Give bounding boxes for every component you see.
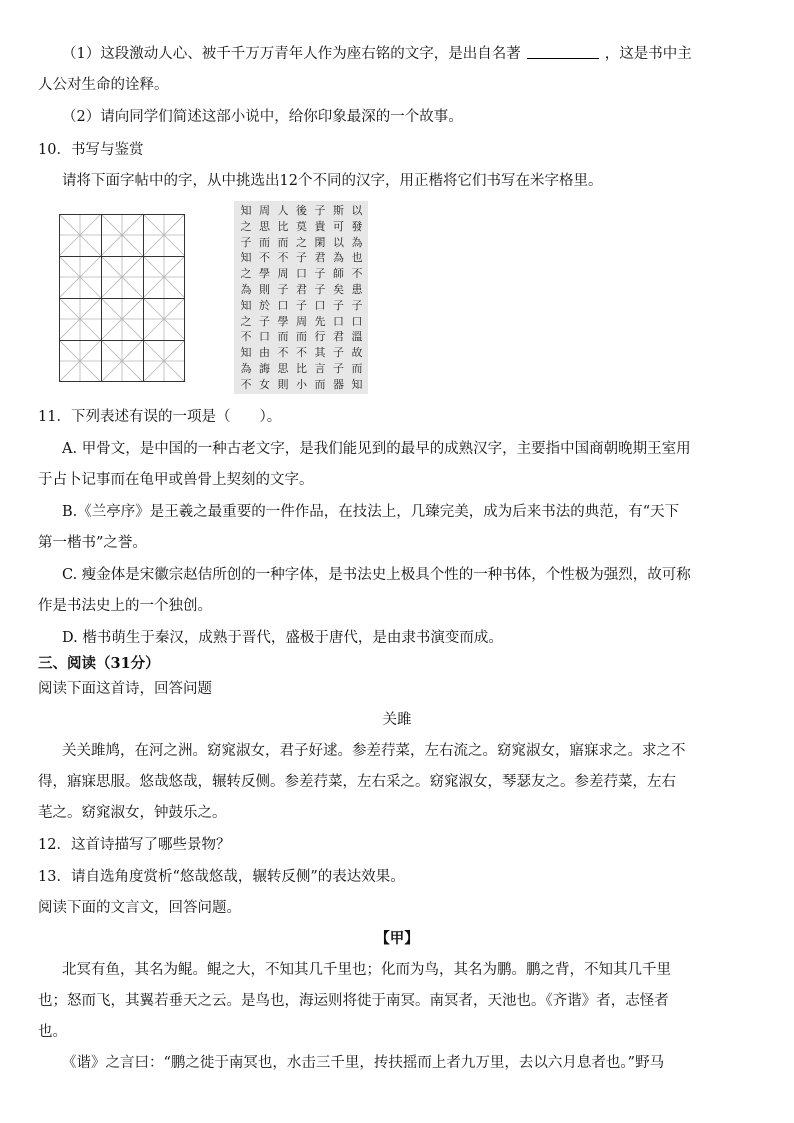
copybook-character: 師 [333,267,344,281]
copybook-character: 其 [314,346,326,360]
q9-sub2: （2）请向同学们简述这部小说中，给你印象最深的一个故事。 [62,109,463,125]
copybook-character: 口 [333,314,344,328]
copybook-character: 君 [333,330,344,344]
copybook-character: 之 [240,314,252,328]
q13: 13．请自选角度赏析“悠哉悠哉，辗转反侧”的表达效果。 [38,869,405,885]
passage-line-1: 北冥有鱼，其名为鲲。鲲之大，不知其几千里也；化而为鸟，其名为鹏。鹏之背，不知其几千里 [62,962,671,978]
copybook-character: 子 [259,314,270,328]
classical-intro: 阅读下面的文言文，回答问题。 [38,900,241,916]
copybook-character: 口 [351,314,363,328]
passage-line-3: 也。 [38,1024,67,1040]
copybook-character: 學 [277,314,289,328]
poem-line-1: 关关雎鸠，在河之洲。窈窕淑女，君子好逑。参差荇菜，左右流之。窈窕淑女，寤寐求之。求之不 [62,743,686,759]
copybook-character: 患 [351,283,363,296]
copybook-character: 思 [277,362,289,375]
copybook-character: 而 [314,377,326,391]
copybook-character: 口 [314,298,326,312]
copybook-character: 之 [240,219,252,233]
copybook-character: 故 [351,346,363,360]
copybook-character: 知 [240,346,252,360]
copybook-character: 行 [314,330,326,344]
copybook-character: 口 [259,330,270,344]
q12: 12．这首诗描写了哪些景物？ [38,837,231,853]
copybook-character: 貴 [314,219,326,233]
passage-line-2: 也；怒而飞，其翼若垂天之云。是鸟也，海运则将徙于南冥。南冥者，天池也。《齐谐》者，志怪者 [38,993,669,1009]
copybook-character: 而 [296,330,307,344]
passage-jia-label: 【甲】 [375,930,419,947]
poem-line-2: 得，寤寐思服。悠哉悠哉，辗转反侧。参差荇菜，左右采之。窈窕淑女，琴瑟友之。参差荇菜，左右 [38,774,676,790]
q11-option-a-line1: A. 甲骨文，是中国的一种古老文字，是我们能见到的最早的成熟汉字，主要指中国商朝晚期王室用 [62,441,691,457]
copybook-character: 知 [240,298,252,312]
q11-option-a-line2: 于占卜记事而在龟甲或兽骨上契刻的文字。 [38,472,314,488]
copybook-character: 子 [314,283,326,296]
copybook-character: 可 [333,219,344,233]
copybook-character: 小 [296,377,307,391]
q9-sub1-line1 [62,44,756,64]
copybook-character: 誨 [259,362,270,375]
copybook-character: 而 [351,362,363,375]
passage-line-4: 《谐》之言曰：“鹏之徙于南冥也，水击三千里，抟扶摇而上者九万里，去以六月息者也。”野马 [62,1055,665,1071]
copybook-character: 以 [333,235,344,249]
section3-heading: 三、阅读（31分） [38,655,160,672]
copybook-character: 閑 [314,235,326,249]
q11-option-c-line2: 作是书法史上的一个独创。 [38,598,212,614]
q11-option-b-line1: B.《兰亭序》是王羲之最重要的一件作品，在技法上，几臻完美，成为后来书法的典范，有“天下 [62,504,680,520]
copybook-character: 君 [296,283,307,296]
section3-intro: 阅读下面这首诗，回答问题 [38,681,212,697]
copybook-character: 學 [259,267,270,281]
copybook-character: 不 [296,346,307,360]
copybook-character: 不 [277,251,289,265]
copybook-character: 周 [277,267,289,281]
q9-sub1-text-b: ，这是书中主 [604,46,692,62]
copybook-character: 子 [240,235,252,249]
copybook-character: 人 [277,204,289,217]
copybook-character: 子 [333,346,344,360]
copybook-character: 也 [351,251,363,265]
copybook-character: 為 [240,283,252,296]
copybook-character: 為 [333,251,344,265]
copybook-character: 而 [259,235,270,249]
copybook-character: 之 [240,267,252,281]
copybook-character: 知 [240,204,252,217]
copybook-character: 為 [240,362,252,375]
copybook-image [234,201,368,394]
q11-option-c-line1: C. 瘦金体是宋徽宗赵佶所创的一种字体，是书法史上极具个性的一种书体，个性极为强烈，故可称 [62,567,691,583]
copybook-character: 比 [277,219,289,233]
copybook-character: 器 [333,377,344,391]
copybook-character: 發 [351,219,363,233]
q11-option-d: D. 楷书萌生于秦汉，成熟于晋代，盛极于唐代，是由隶书演变而成。 [62,630,503,646]
copybook-character: 莫 [296,219,307,233]
copybook-character: 溫 [351,330,363,344]
copybook-character: 不 [351,267,363,281]
copybook-character: 不 [277,346,289,360]
copybook-character: 周 [259,204,270,217]
copybook-character: 斯 [333,204,344,217]
q11-option-b-line2: 第一楷书”之誉。 [38,535,147,551]
copybook-character: 口 [296,267,307,281]
copybook-character: 子 [296,251,307,265]
copybook-character: 子 [296,298,307,312]
copybook-character: 則 [277,377,289,391]
copybook-character: 於 [259,298,270,312]
copybook-character: 不 [240,377,252,391]
copybook-character: 為 [351,235,363,249]
copybook-character: 子 [351,298,363,312]
copybook-character: 由 [259,346,270,360]
copybook-character: 比 [296,362,307,375]
copybook-character: 先 [314,314,326,328]
copybook-character: 思 [259,219,270,233]
copybook-character: 周 [296,314,307,328]
copybook-character: 君 [314,251,326,265]
q9-sub1-text-a: （1）这段激动人心、被千千万万青年人作为座右铭的文字，是出自名著 [62,46,521,62]
copybook-character: 子 [277,283,289,296]
copybook-character: 知 [240,251,252,265]
q10-prompt: 请将下面字帖中的字，从中挑选出12个不同的汉字，用正楷将它们书写在米字格里。 [62,173,603,189]
q9-sub1-line2: 人公对生命的诠释。 [38,77,169,93]
copybook-character: 而 [277,235,289,249]
copybook-character: 言 [314,362,326,375]
q11-title: 11．下列表述有误的一项是（ ）。 [38,409,282,425]
copybook-character: 子 [314,267,326,281]
copybook-character: 矣 [333,283,344,296]
copybook-character: 則 [259,283,270,296]
copybook-character: 不 [259,251,270,265]
mizige-writing-grid[interactable] [59,214,185,382]
poem-title: 关雎 [382,712,412,728]
copybook-character: 知 [351,377,363,391]
copybook-character: 不 [240,330,252,344]
copybook-character: 之 [296,235,307,249]
poem-line-3: 芼之。窈窕淑女，钟鼓乐之。 [38,805,227,821]
copybook-character: 口 [277,298,289,312]
copybook-character: 女 [259,377,270,391]
copybook-character: 而 [277,330,289,344]
copybook-character: 子 [333,362,344,375]
copybook-character: 子 [333,298,344,312]
copybook-character: 以 [351,204,363,217]
copybook-character: 後 [296,204,307,217]
q10-title: 10．书写与鉴赏 [38,142,144,158]
copybook-character: 子 [314,204,326,217]
answer-blank[interactable] [527,44,599,59]
